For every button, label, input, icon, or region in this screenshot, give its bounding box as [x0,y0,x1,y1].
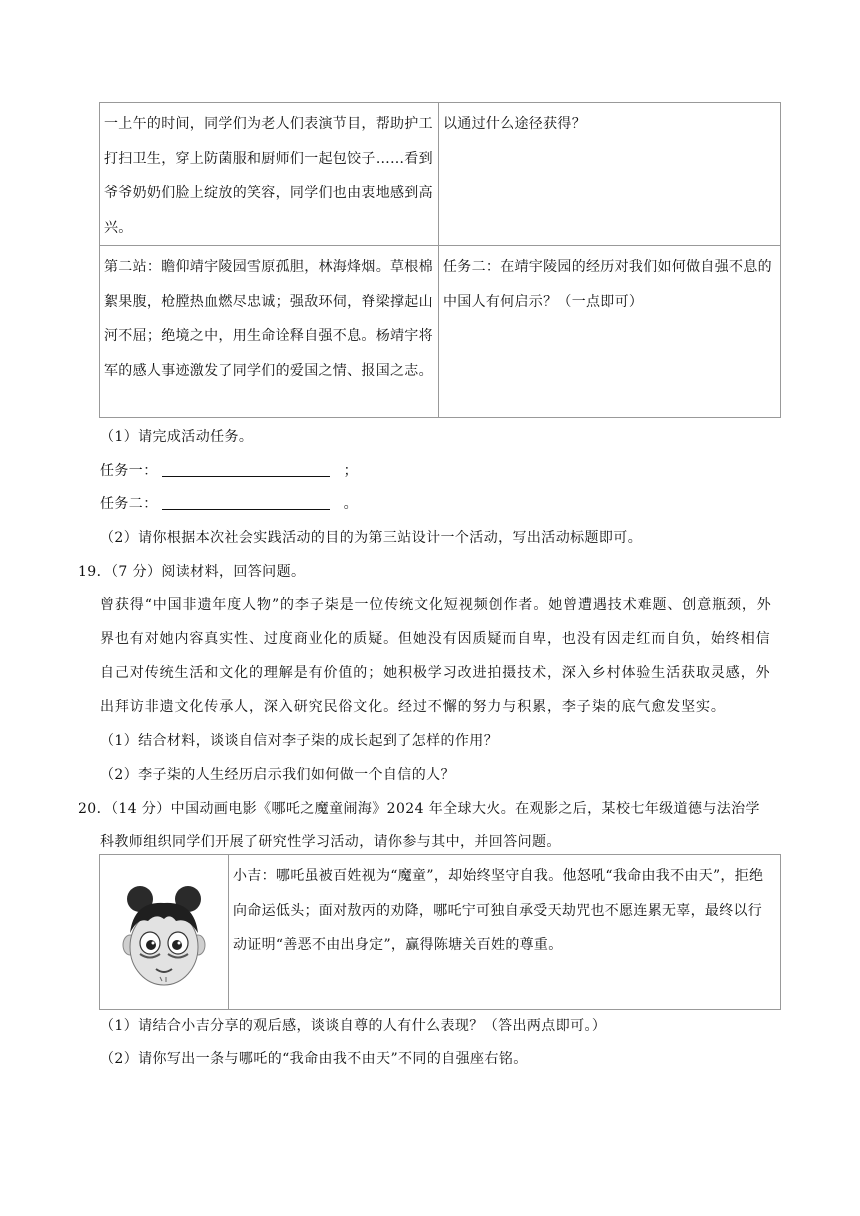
activity-table [99,102,781,418]
q20-sub1: （1）请结合小吉分享的观后感，谈谈自尊的人有什么表现？（答出两点即可。） [100,1018,607,1034]
table-row [100,103,781,246]
table-cell [439,246,781,418]
nezha-avatar-image [100,855,228,1005]
station-one-text: 一上午的时间，同学们为老人们表演节目，帮助护工打扫卫生，穿上防菌服和厨师们一起包饺子……看到爷爷奶奶们脸上绽放的笑容，同学们也由衷地感到高兴。 [104,116,433,236]
task-one-text: 以通过什么途径获得？ [443,116,586,132]
table-row [100,246,781,418]
table-cell [100,246,439,418]
task2-end: 。 [343,496,359,512]
xiaoji-review-text: 小吉：哪吒虽被百姓视为“魔童”，却始终坚守自我。他怒吼“我命由我不由天”，拒绝向命运低头；面对敖丙的劝降，哪吒宁可独自承受天劫咒也不愿连累无辜，最终以行动证明“善恶不由出身定”，赢得陈塘关百姓的尊重。 [233,868,764,953]
task1-answer-line [100,461,358,481]
q19-sub2: （2）李子柒的人生经历启示我们如何做一个自信的人？ [100,767,455,783]
task2-answer-line [100,494,358,514]
q20-sub2: （2）请你写出一条与哪吒的“我命由我不由天”不同的自强座右铭。 [100,1051,528,1067]
task2-blank[interactable] [162,495,330,510]
q18-sub1: （1）请完成活动任务。 [100,429,254,445]
avatar-cell [100,855,229,1010]
q20-header-line1: 20．（14 分）中国动画电影《哪吒之魔童闹海》2024 年全球大火。在观影之后，某校七年级道德与法治学 [78,801,760,817]
task1-end: ； [343,463,359,479]
q20-header-line2: 科教师组织同学们开展了研究性学习活动，请你参与其中，并回答问题。 [100,834,561,850]
table-cell [229,855,781,1010]
q18-sub2: （2）请你根据本次社会实践活动的目的为第三站设计一个活动，写出活动标题即可。 [100,530,643,546]
table-cell [439,103,781,246]
table-row [100,855,781,1010]
task1-blank[interactable] [162,462,330,477]
task-two-text: 任务二：在靖宇陵园的经历对我们如何做自强不息的中国人有何启示？（一点即可） [443,259,772,310]
q19-header: 19．（7 分）阅读材料，回答问题。 [78,564,306,580]
station-two-text: 第二站：瞻仰靖宇陵园雪原孤胆，林海烽烟。草根棉絮果腹，枪膛热血燃尽忠诚；强敌环伺，脊梁撑起山河不屈；绝境之中，用生命诠释自强不息。杨靖宇将军的感人事迹激发了同学们的爱国之情、报国之志。 [104,259,433,379]
q19-sub1: （1）结合材料，谈谈自信对李子柒的成长起到了怎样的作用？ [100,733,499,749]
table-cell [100,103,439,246]
q19-material: 曾获得“中国非遗年度人物”的李子柒是一位传统文化短视频创作者。她曾遭遇技术难题、创意瓶颈，外界也有对她内容真实性、过度商业化的质疑。但她没有因质疑而自卑，也没有因走红而自负，始终相信自己对传统生活和文化的理解是有价值的；她积极学习改进拍摄技术，深入乡村体验生活获取灵感，外出拜访非遗文化传承人，深入研究民俗文化。经过不懈的努力与积累，李子柒的底气愈发坚实。 [100,597,772,715]
task2-label: 任务二： [100,496,158,512]
task1-label: 任务一： [100,463,158,479]
viewing-notes-table [99,854,781,1010]
